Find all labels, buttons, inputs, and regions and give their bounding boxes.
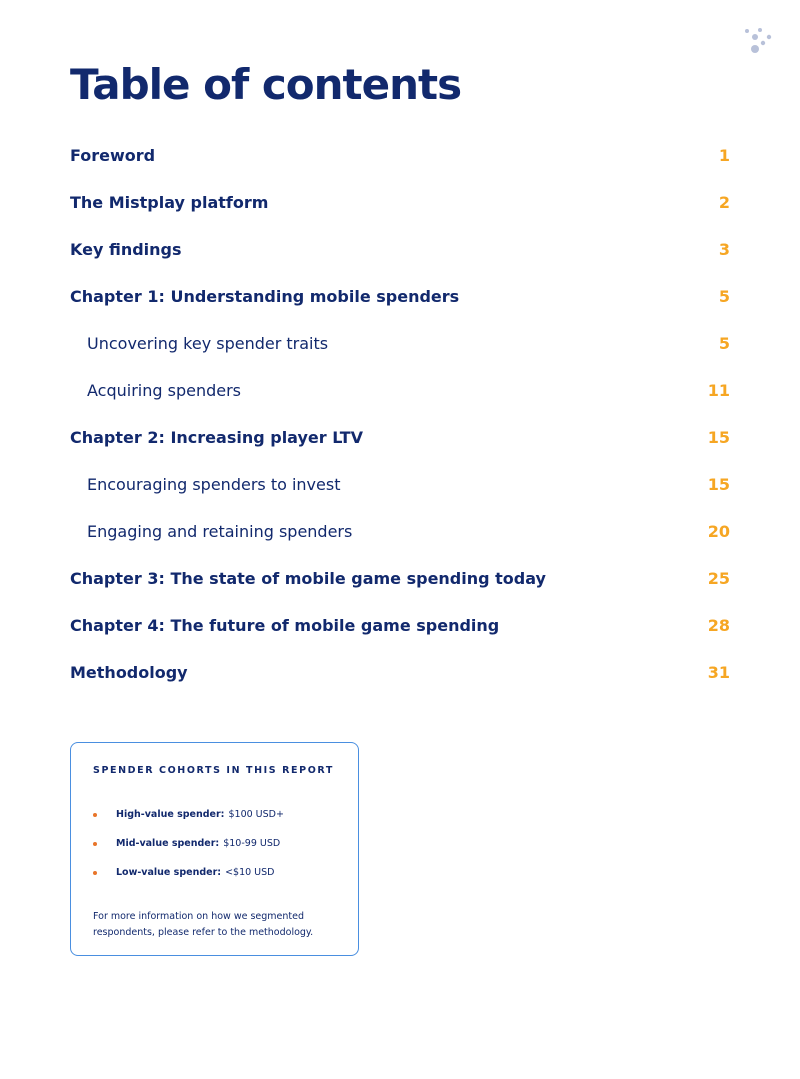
toc-entry-label: Encouraging spenders to invest (87, 475, 341, 494)
toc-entry-chapter-2[interactable] (70, 414, 730, 461)
toc-entry-chapter-3[interactable] (70, 555, 730, 602)
toc-entry-page: 28 (707, 616, 730, 635)
cohort-item-low-value (93, 858, 338, 887)
cohorts-list (93, 800, 338, 887)
page-title: Table of contents (70, 60, 462, 109)
cohort-name: High-value spender: (116, 809, 225, 820)
cohort-value: $10-99 USD (223, 838, 281, 849)
toc-entry-chapter-1[interactable] (70, 273, 730, 320)
toc-entry-encouraging-spenders[interactable] (70, 461, 730, 508)
cohort-item-mid-value (93, 829, 338, 858)
cohort-item-high-value (93, 800, 338, 829)
toc-entry-label: Uncovering key spender traits (87, 334, 329, 353)
toc-entry-page: 1 (718, 146, 730, 165)
bullet-dot-icon (93, 842, 97, 846)
toc-entry-label: Chapter 4: The future of mobile game spending (70, 616, 500, 635)
toc-entry-page: 3 (718, 240, 730, 259)
dots-logo-icon (742, 27, 774, 55)
toc-entry-page: 31 (707, 663, 730, 682)
toc-entry-page: 15 (707, 428, 730, 447)
toc-entry-foreword[interactable] (70, 132, 730, 179)
toc-entry-label: Key findings (70, 240, 182, 259)
toc-entry-label: Methodology (70, 663, 188, 682)
cohort-name: Low-value spender: (116, 867, 222, 878)
toc-entry-label: Acquiring spenders (87, 381, 241, 400)
cohort-value: $100 USD+ (228, 809, 284, 820)
toc-entry-label: Foreword (70, 146, 156, 165)
cohorts-heading: SPENDER COHORTS IN THIS REPORT (93, 765, 334, 776)
toc-entry-page: 25 (707, 569, 730, 588)
toc-entry-page: 20 (707, 522, 730, 541)
toc-entry-label: Engaging and retaining spenders (87, 522, 353, 541)
toc-entry-label: Chapter 2: Increasing player LTV (70, 428, 364, 447)
toc-entry-methodology[interactable] (70, 649, 730, 696)
toc-entry-page: 15 (707, 475, 730, 494)
bullet-dot-icon (93, 813, 97, 817)
toc-entry-chapter-4[interactable] (70, 602, 730, 649)
toc-entry-label: Chapter 1: Understanding mobile spenders (70, 287, 460, 306)
toc-entry-key-findings[interactable] (70, 226, 730, 273)
cohort-value: <$10 USD (225, 867, 275, 878)
toc-entry-spender-traits[interactable] (70, 320, 730, 367)
toc-entry-label: The Mistplay platform (70, 193, 269, 212)
toc-entry-engaging-spenders[interactable] (70, 508, 730, 555)
spender-cohorts-box (70, 742, 359, 956)
toc-entry-acquiring-spenders[interactable] (70, 367, 730, 414)
toc-entry-page: 5 (718, 287, 730, 306)
table-of-contents (70, 132, 730, 696)
toc-entry-label: Chapter 3: The state of mobile game spending today (70, 569, 546, 588)
toc-entry-page: 2 (718, 193, 730, 212)
toc-entry-page: 11 (707, 381, 730, 400)
cohorts-note: For more information on how we segmented respondents, please refer to the methodology. (93, 911, 314, 938)
cohort-name: Mid-value spender: (116, 838, 220, 849)
toc-entry-mistplay-platform[interactable] (70, 179, 730, 226)
toc-entry-page: 5 (718, 334, 730, 353)
bullet-dot-icon (93, 871, 97, 875)
